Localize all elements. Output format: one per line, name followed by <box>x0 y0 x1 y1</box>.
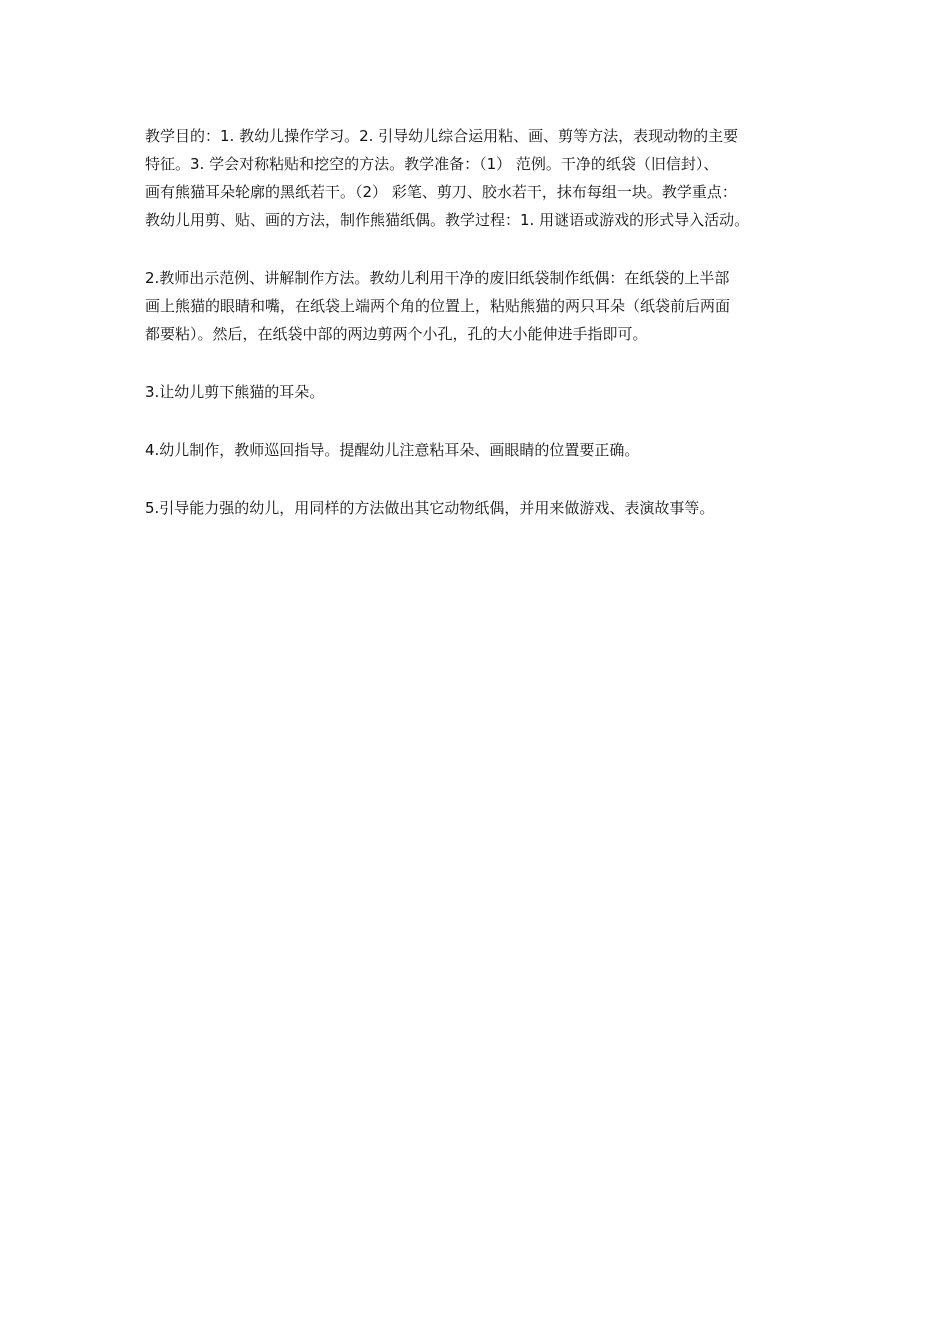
text-line: 2.教师出示范例、讲解制作方法。教幼儿利用干净的废旧纸袋制作纸偶：在纸袋的上半部 <box>145 269 730 287</box>
paragraph-step-4 <box>145 436 815 464</box>
paragraph-objectives <box>145 122 815 234</box>
text-line: 特征。3. 学会对称粘贴和挖空的方法。教学准备：（1） 范例。干净的纸袋（旧信封）、 <box>145 155 719 173</box>
text-line: 画上熊猫的眼睛和嘴，在纸袋上端两个角的位置上，粘贴熊猫的两只耳朵（纸袋前后两面 <box>145 297 731 315</box>
paragraph-step-5 <box>145 494 815 522</box>
paragraph-step-2 <box>145 264 815 348</box>
document-body <box>145 122 815 522</box>
text-line: 画有熊猫耳朵轮廓的黑纸若干。（2） 彩笔、剪刀、胶水若干，抹布每组一块。教学重点： <box>145 183 737 201</box>
paragraph-step-3 <box>145 378 815 406</box>
text-line: 5.引导能力强的幼儿，用同样的方法做出其它动物纸偶，并用来做游戏、表演故事等。 <box>145 499 715 517</box>
text-line: 教学目的：1. 教幼儿操作学习。2. 引导幼儿综合运用粘、画、剪等方法，表现动物的主要 <box>145 127 739 145</box>
text-line: 4.幼儿制作，教师巡回指导。提醒幼儿注意粘耳朵、画眼睛的位置要正确。 <box>145 441 640 459</box>
text-line: 教幼儿用剪、贴、画的方法，制作熊猫纸偶。教学过程：1. 用谜语或游戏的形式导入活动。 <box>145 211 750 229</box>
text-line: 都要粘）。然后，在纸袋中部的两边剪两个小孔，孔的大小能伸进手指即可。 <box>145 325 648 343</box>
text-line: 3.让幼儿剪下熊猫的耳朵。 <box>145 383 325 401</box>
